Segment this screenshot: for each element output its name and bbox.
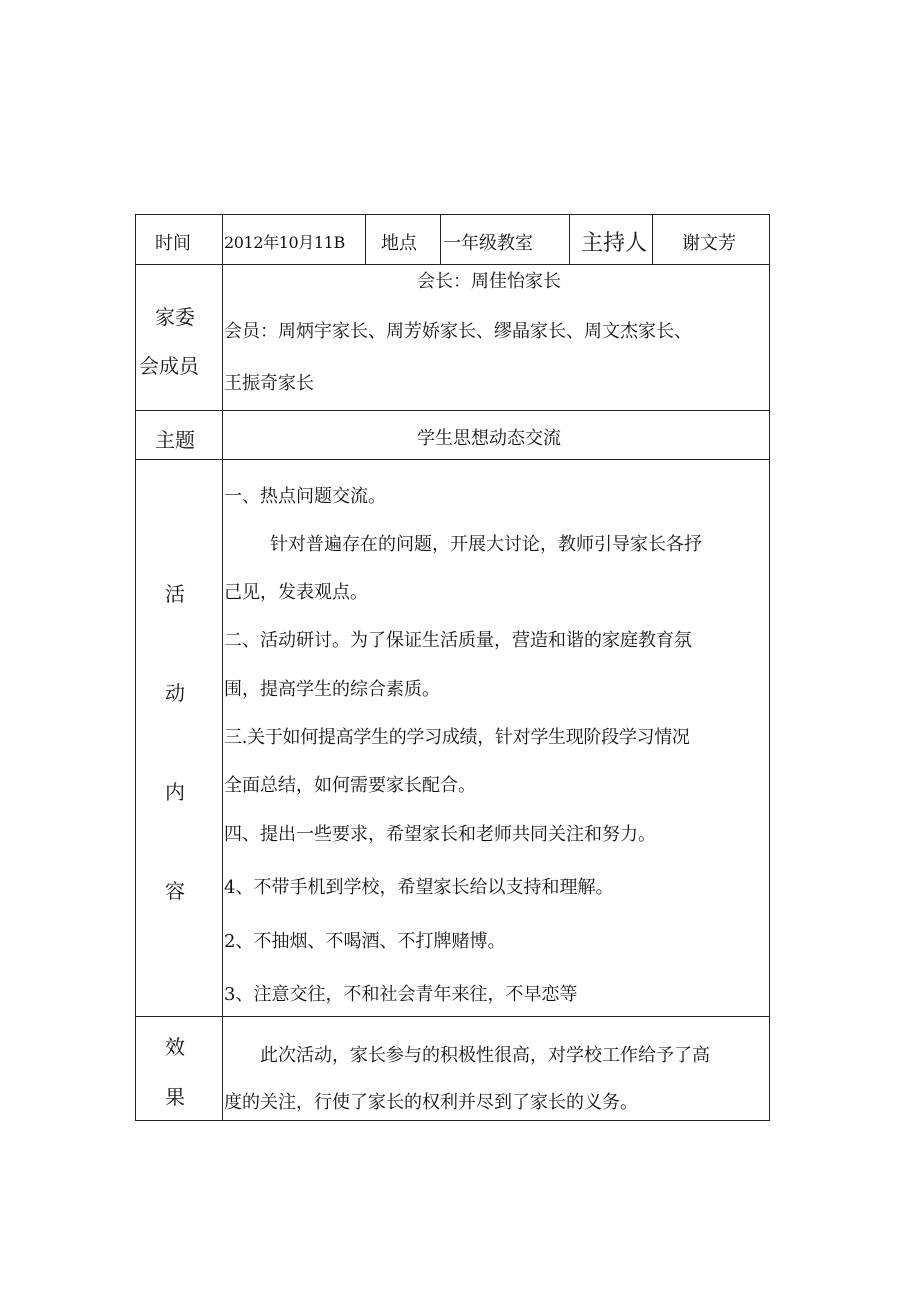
activity-line-6: 三.关于如何提高学生的学习成绩，针对学生现阶段学习情况 — [224, 727, 690, 748]
activity-label-char-4: 容 — [165, 879, 185, 903]
host-label: 主持人 — [581, 231, 648, 256]
committee-members-line1: 会员：周炳宇家长、周芳娇家长、缪晶家长、周文杰家长、 — [224, 321, 692, 342]
time-value: 2012年10月11B — [224, 233, 345, 252]
committee-label-line1: 家委 — [155, 305, 195, 329]
committee-label-line2: 会成员 — [139, 354, 199, 378]
activity-label-char-3: 内 — [165, 780, 185, 804]
activity-line-7: 全面总结，如何需要家长配合。 — [224, 775, 476, 796]
activity-line-3: 己见，发表观点。 — [224, 582, 368, 603]
activity-line-5: 围，提高学生的综合素质。 — [224, 679, 440, 700]
place-label: 地点 — [381, 233, 417, 254]
place-value: 一年级教室 — [443, 233, 533, 254]
header-divider-3 — [569, 215, 570, 264]
time-label: 时间 — [155, 233, 191, 254]
activity-line-2: 针对普遍存在的问题，开展大讨论，教师引导家长各抒 — [270, 534, 702, 555]
effect-label-line1: 效 — [165, 1035, 185, 1059]
committee-members-line2: 王振奇家长 — [224, 373, 314, 394]
header-divider-1 — [365, 215, 366, 264]
activity-line-10: 2、不抽烟、不喝酒、不打牌赌博。 — [224, 931, 506, 952]
activity-label-char-1: 活 — [165, 582, 185, 606]
effect-line-1: 此次活动，家长参与的积极性很高，对学校工作给予了高 — [260, 1045, 710, 1066]
topic-label: 主题 — [155, 428, 195, 452]
header-divider-2 — [440, 215, 441, 264]
activity-line-9: 4、不带手机到学校，希望家长给以支持和理解。 — [224, 877, 614, 898]
effect-line-2: 度的关注，行使了家长的权利并尽到了家长的义务。 — [224, 1092, 638, 1113]
activity-line-11: 3、注意交往，不和社会青年来往，不早恋等 — [224, 984, 578, 1005]
activity-label-char-2: 动 — [165, 681, 185, 705]
meeting-record-table — [135, 214, 770, 1121]
row-divider-1 — [136, 264, 769, 265]
topic-value: 学生思想动态交流 — [417, 428, 561, 449]
header-divider-4 — [652, 215, 653, 264]
activity-line-1: 一、热点问题交流。 — [224, 486, 386, 507]
label-column-divider — [222, 215, 223, 1120]
row-divider-3 — [136, 459, 769, 460]
row-divider-4 — [136, 1016, 769, 1017]
host-value: 谢文芳 — [682, 233, 736, 254]
row-divider-2 — [136, 410, 769, 411]
activity-line-8: 四、提出一些要求，希望家长和老师共同关注和努力。 — [224, 824, 656, 845]
effect-label-line2: 果 — [165, 1085, 185, 1109]
activity-line-4: 二、活动研讨。为了保证生活质量，营造和谐的家庭教育氛 — [224, 630, 692, 651]
committee-chair: 会长：周佳怡家长 — [417, 271, 561, 292]
